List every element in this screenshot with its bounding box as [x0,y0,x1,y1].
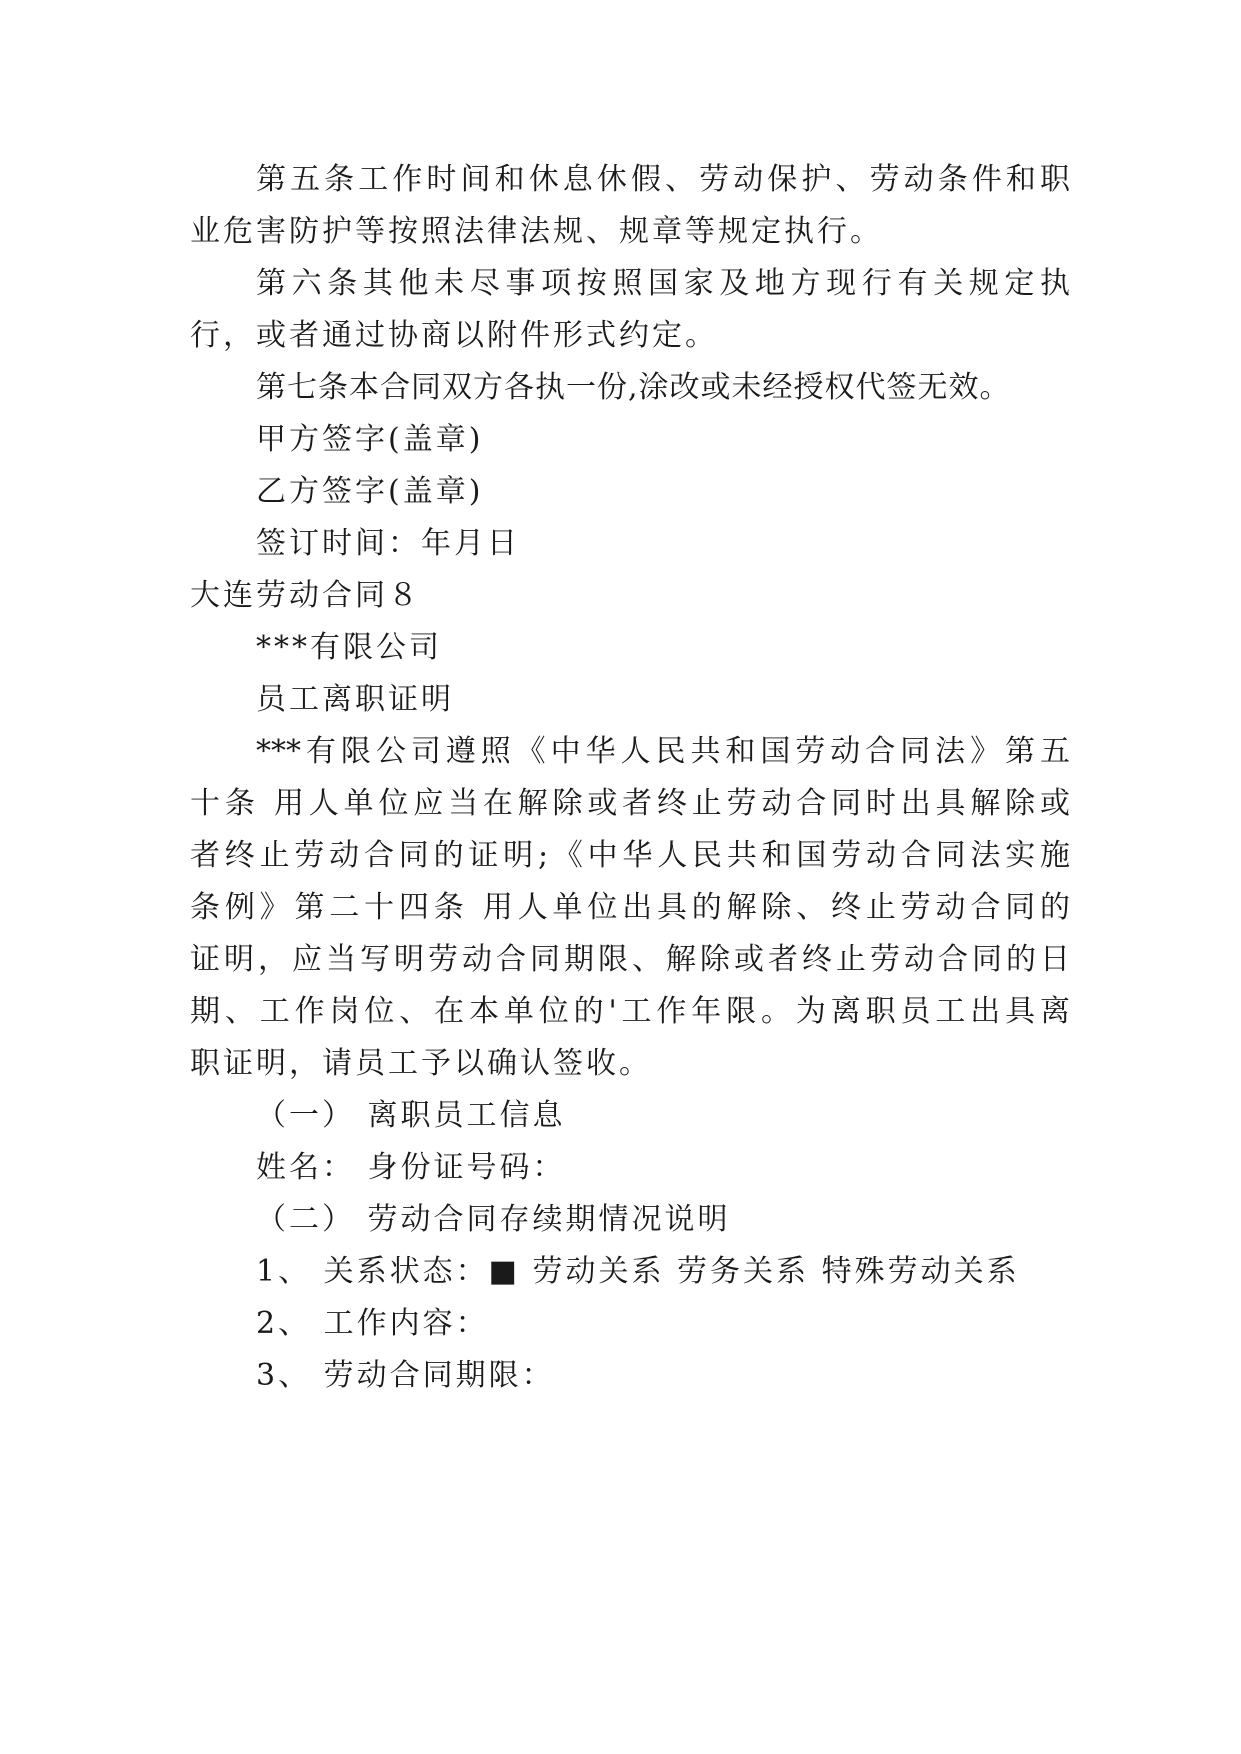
company-name: ***有限公司 [256,630,442,665]
signature-label-party-a: 甲方签字(盖章) [256,422,484,457]
paragraph-line: 职证明，请员工予以确认签收。 [190,1046,652,1081]
paragraph-line: 者终止劳动合同的证明;《中华人民共和国劳动合同法实施 [190,838,1070,873]
paragraph-line: 行，或者通过协商以附件形式约定。 [190,318,718,353]
section-title: 大连劳动合同８ [190,578,421,613]
subsection-heading: （二） 劳动合同存续期情况说明 [256,1202,731,1237]
subsection-heading: （一） 离职员工信息 [256,1098,566,1133]
paragraph-line: 十条 用人单位应当在解除或者终止劳动合同时出具解除或 [190,786,1070,821]
form-field-line: 1、 关系状态：■ 劳动关系 劳务关系 特殊劳动关系 [256,1254,1020,1289]
form-field-line: 2、 工作内容： [256,1306,489,1341]
signing-date-label: 签订时间：年月日 [256,526,520,561]
document-title: 员工离职证明 [256,682,454,717]
paragraph-line: 第六条其他未尽事项按照国家及地方现行有关规定执 [256,266,1070,301]
paragraph-line: 条例》第二十四条 用人单位出具的解除、终止劳动合同的 [190,890,1070,925]
paragraph-line: 第五条工作时间和休息休假、劳动保护、劳动条件和职 [256,162,1070,197]
paragraph-line: 期、工作岗位、在本单位的'工作年限。为离职员工出具离 [190,994,1070,1029]
paragraph-line: 第七条本合同双方各执一份,涂改或未经授权代签无效。 [256,370,1011,405]
form-field-line: 3、 劳动合同期限： [256,1358,555,1393]
paragraph-line: 证明，应当写明劳动合同期限、解除或者终止劳动合同的日 [190,942,1070,977]
paragraph-line: ***有限公司遵照《中华人民共和国劳动合同法》第五 [256,734,1070,769]
signature-label-party-b: 乙方签字(盖章) [256,474,484,509]
paragraph-line: 业危害防护等按照法律法规、规章等规定执行。 [190,214,883,249]
form-field-line: 姓名： 身份证号码： [256,1150,566,1185]
